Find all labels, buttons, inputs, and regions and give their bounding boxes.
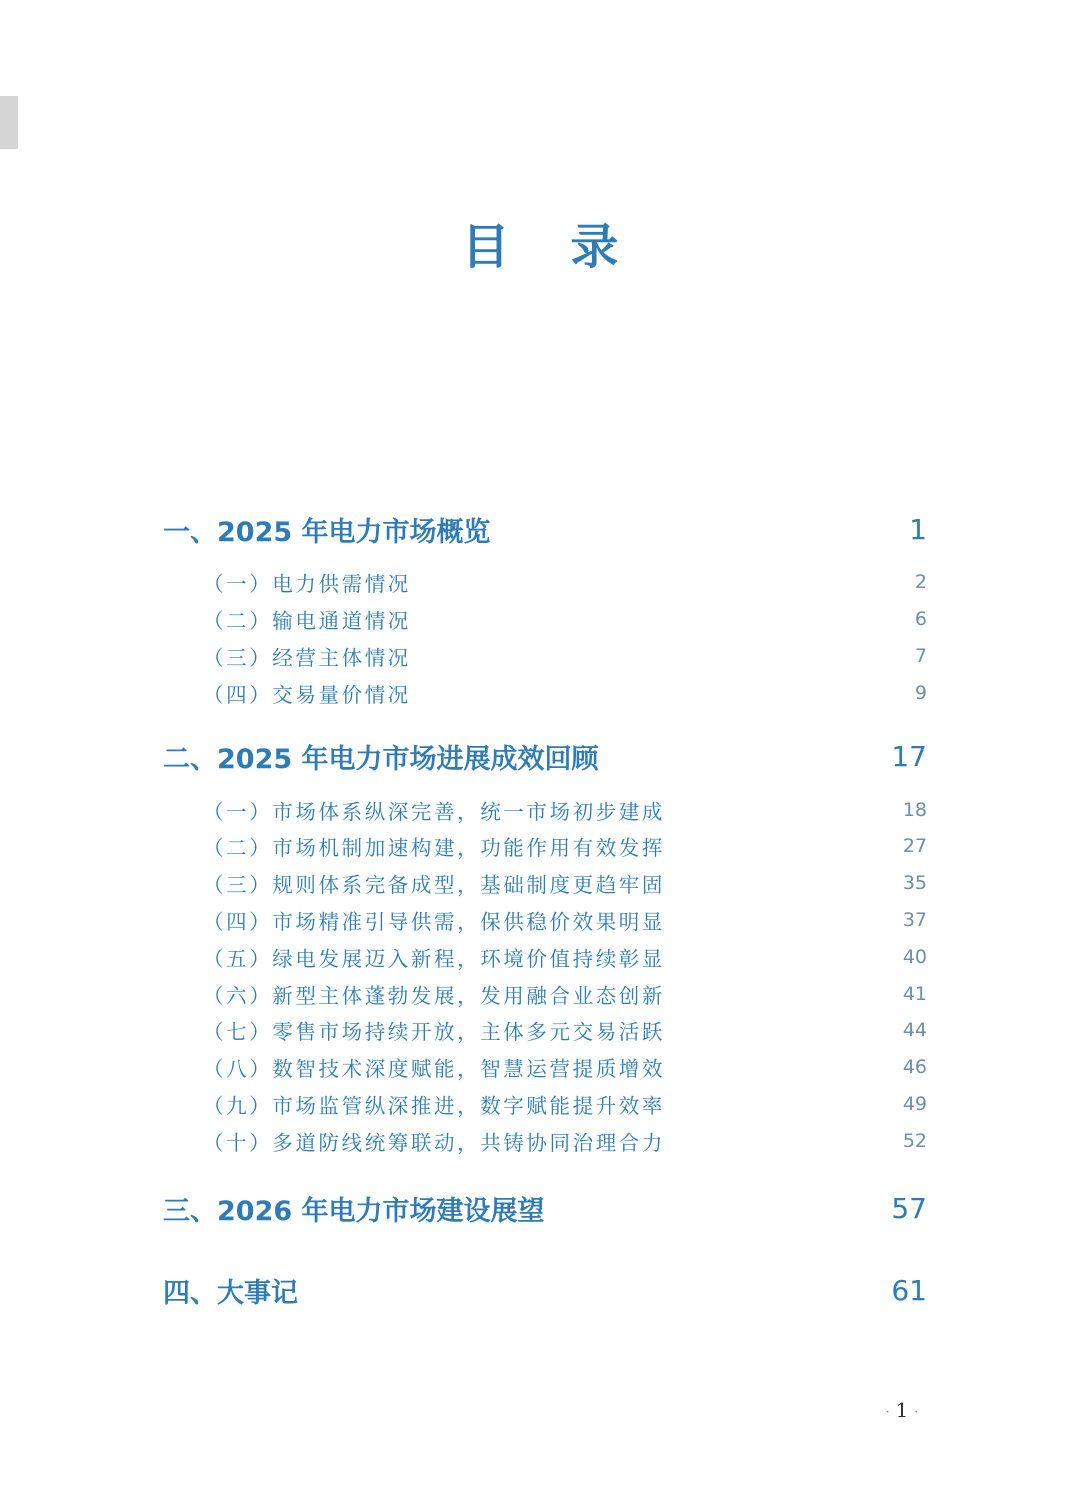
toc-item-label: （五）绿电发展迈入新程，环境价值持续彰显 [203, 946, 665, 971]
toc-item-page: 40 [902, 945, 927, 968]
page-number-dot-left: · [885, 1404, 890, 1419]
toc-item-label: （三）经营主体情况 [203, 645, 411, 670]
toc-item[interactable] [203, 1122, 927, 1159]
page-title: 目 录 [461, 219, 641, 275]
toc-item[interactable] [203, 1086, 927, 1123]
toc-subsection-list [163, 564, 927, 711]
toc-item-page: 37 [902, 908, 927, 931]
toc-section-1[interactable] [163, 506, 927, 552]
toc-item[interactable] [203, 638, 927, 675]
toc-item[interactable] [203, 791, 927, 828]
toc-item-page: 6 [914, 608, 927, 631]
page-number-dot-right: · [914, 1404, 919, 1419]
toc-section-3[interactable] [163, 1185, 927, 1231]
table-of-contents [163, 506, 927, 1313]
toc-item-page: 46 [902, 1056, 927, 1079]
toc-item[interactable] [203, 674, 927, 711]
toc-item-label: （四）市场精准引导供需，保供稳价效果明显 [203, 909, 665, 934]
toc-item-page: 9 [914, 681, 927, 704]
toc-item[interactable] [203, 865, 927, 902]
toc-item[interactable] [203, 1049, 927, 1086]
toc-item-label: （三）规则体系完备成型，基础制度更趋牢固 [203, 873, 665, 898]
toc-item-page: 49 [902, 1092, 927, 1115]
spacer [163, 711, 927, 733]
toc-section-label: 三、2026 年电力市场建设展望 [163, 1195, 545, 1227]
toc-item-label: （一）市场体系纵深完善，统一市场初步建成 [203, 799, 665, 824]
spacer [163, 1159, 927, 1185]
toc-item-label: （一）电力供需情况 [203, 572, 411, 597]
toc-item-page: 18 [902, 798, 927, 821]
toc-section-page: 17 [891, 739, 927, 773]
page-edge-tab [0, 96, 18, 149]
toc-item-label: （七）零售市场持续开放，主体多元交易活跃 [203, 1020, 665, 1045]
toc-item-page: 44 [902, 1019, 927, 1042]
toc-item-label: （六）新型主体蓬勃发展，发用融合业态创新 [203, 983, 665, 1008]
toc-item-page: 7 [914, 644, 927, 667]
toc-item-page: 52 [902, 1129, 927, 1152]
toc-item-label: （九）市场监管纵深推进，数字赋能提升效率 [203, 1093, 665, 1118]
toc-item-label: （二）输电通道情况 [203, 609, 411, 634]
toc-item-page: 27 [902, 835, 927, 858]
toc-item-page: 35 [902, 872, 927, 895]
toc-item[interactable] [203, 564, 927, 601]
toc-section-page: 61 [891, 1273, 927, 1307]
toc-section-2[interactable] [163, 733, 927, 779]
toc-item-label: （二）市场机制加速构建，功能作用有效发挥 [203, 836, 665, 861]
toc-item[interactable] [203, 1012, 927, 1049]
spacer [163, 1231, 927, 1267]
toc-section-4[interactable] [163, 1267, 927, 1313]
toc-item[interactable] [203, 938, 927, 975]
toc-section-page: 1 [909, 512, 927, 546]
toc-item[interactable] [203, 975, 927, 1012]
toc-item-page: 41 [902, 982, 927, 1005]
toc-section-label: 二、2025 年电力市场进展成效回顾 [163, 743, 599, 775]
toc-item-page: 2 [914, 571, 927, 594]
toc-item[interactable] [203, 601, 927, 638]
page-number-value: 1 [895, 1398, 909, 1422]
toc-item[interactable] [203, 902, 927, 939]
toc-section-label: 四、大事记 [163, 1277, 298, 1309]
toc-subsection-list [163, 791, 927, 1159]
page-number [872, 1398, 932, 1422]
toc-section-label: 一、2025 年电力市场概览 [163, 516, 491, 548]
toc-item-label: （十）多道防线统筹联动，共铸协同治理合力 [203, 1130, 665, 1155]
toc-item-label: （四）交易量价情况 [203, 682, 411, 707]
toc-item[interactable] [203, 828, 927, 865]
toc-item-label: （八）数智技术深度赋能，智慧运营提质增效 [203, 1057, 665, 1082]
toc-section-page: 57 [891, 1191, 927, 1225]
